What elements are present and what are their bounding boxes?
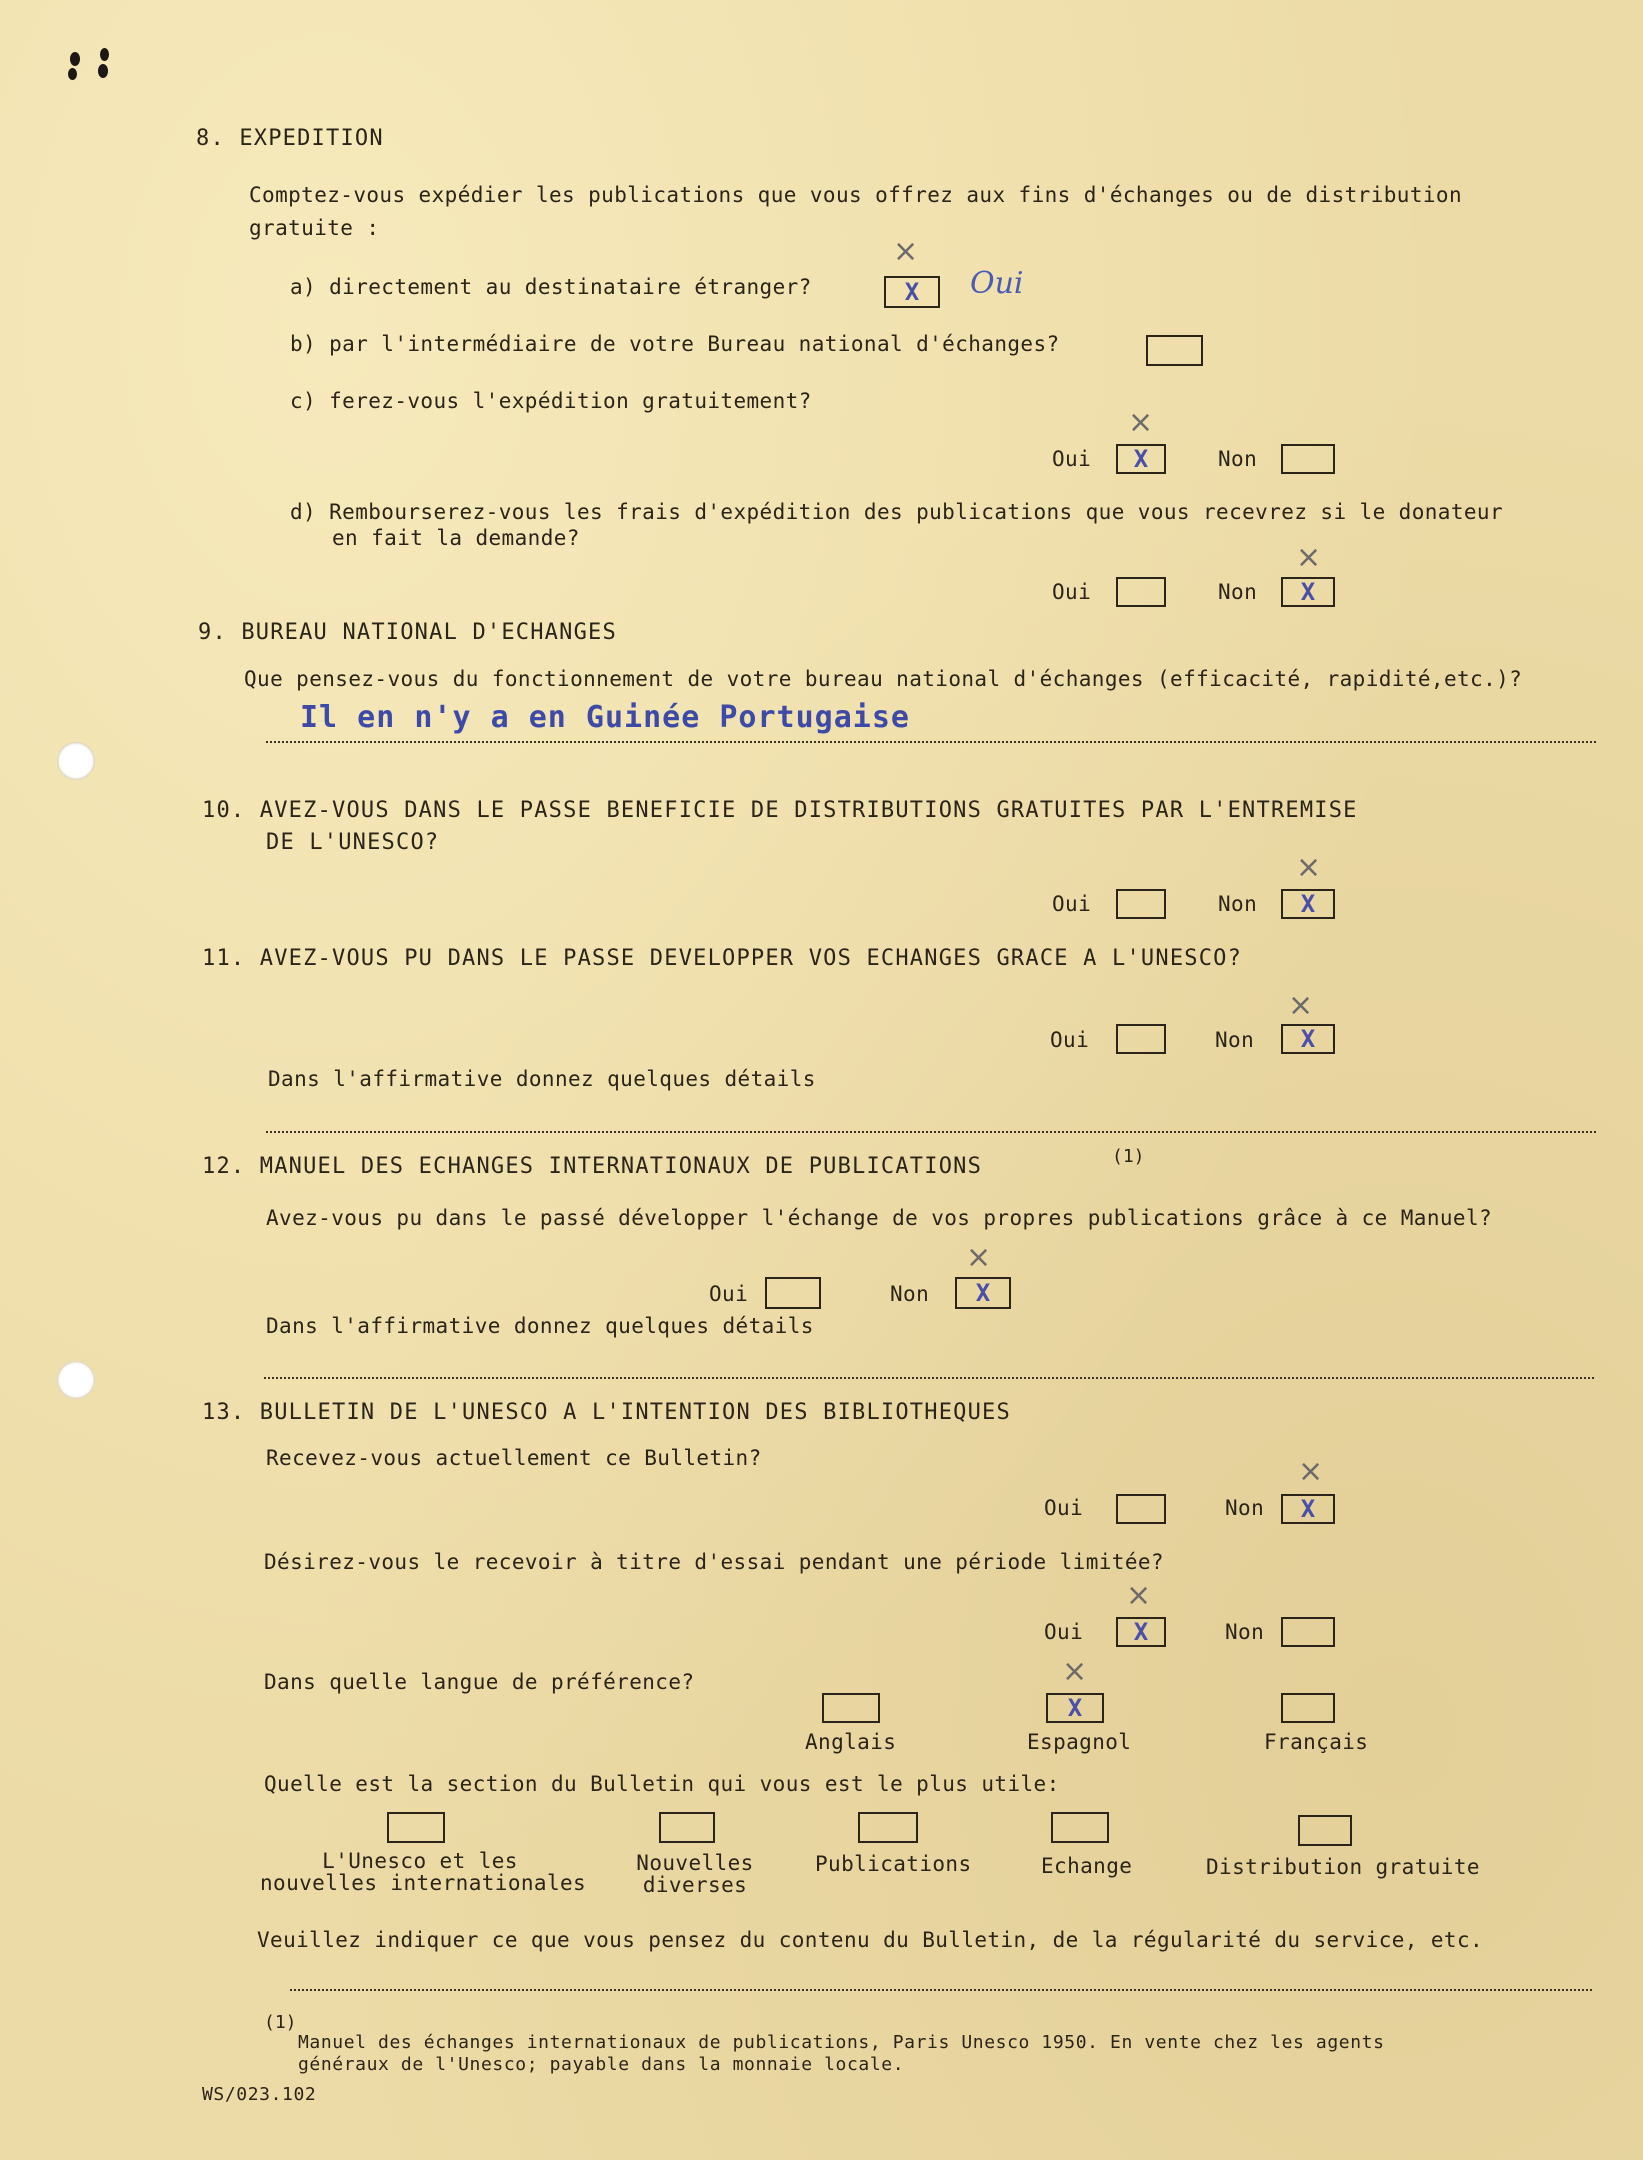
s12-non-checkbox[interactable] [955,1277,1011,1309]
s12-oui-checkbox[interactable] [765,1277,821,1309]
section-publications-checkbox[interactable] [858,1812,918,1843]
footnote-reference: (1) [1112,1146,1145,1167]
s13q1-non-label: Non [1225,1496,1265,1520]
s12-oui-label: Oui [709,1282,749,1306]
answer-line [290,1989,1592,1991]
checkbox-mark: X [1300,890,1316,918]
s13q2-oui-checkbox[interactable] [1116,1617,1166,1647]
s8-question-d-line1: d) Rembourserez-vous les frais d'expédition des publications que vous recevrez si le donateur [290,500,1504,524]
s13q2-non-checkbox[interactable] [1281,1617,1335,1647]
s11-oui-checkbox[interactable] [1116,1024,1166,1054]
s13-question-2: Désirez-vous le recevoir à titre d'essai pendant une période limitée? [264,1550,1164,1574]
s13-question-1: Recevez-vous actuellement ce Bulletin? [266,1446,762,1470]
checkbox-mark: X [1133,445,1149,473]
pen-check-icon: × [1296,540,1322,575]
s8d-oui-label: Oui [1052,580,1092,604]
checkbox-mark: X [1067,1694,1083,1722]
ink-stain [98,64,108,78]
lang-anglais-label: Anglais [805,1730,897,1754]
pen-check-icon: × [1128,405,1154,440]
section-nouvelles-label-line1: Nouvelles [636,1851,754,1875]
s8d-oui-checkbox[interactable] [1116,577,1166,607]
section-publications-label: Publications [815,1852,972,1876]
section-10-title-line1: 10. AVEZ-VOUS DANS LE PASSE BENEFICIE DE DISTRIBUTIONS GRATUITES PAR L'ENTREMISE [202,798,1358,823]
checkbox-mark: X [1300,1495,1316,1523]
s12-non-label: Non [890,1282,930,1306]
lang-francais-label: Français [1264,1730,1369,1754]
pen-check-icon: × [1062,1654,1088,1689]
s8-question-b: b) par l'intermédiaire de votre Bureau national d'échanges? [290,332,1060,356]
footnote-mark: (1) [264,2012,297,2033]
s13q2-oui-label: Oui [1044,1620,1084,1644]
s8a-checkbox[interactable] [884,276,940,308]
s11-non-checkbox[interactable] [1281,1024,1335,1054]
section-unesco-checkbox[interactable] [387,1812,445,1843]
document-reference: WS/023.102 [202,2084,317,2105]
s8c-oui-checkbox[interactable] [1116,444,1166,474]
checkbox-mark: X [1300,578,1316,606]
ink-stain [100,48,109,61]
section-distribution-label: Distribution gratuite [1206,1855,1480,1879]
s12-question: Avez-vous pu dans le passé développer l'échange de vos propres publications grâce à ce Manuel? [266,1206,1493,1230]
section-9-title: 9. BUREAU NATIONAL D'ECHANGES [198,620,617,645]
s11-oui-label: Oui [1050,1028,1090,1052]
answer-line [266,741,1596,743]
answer-line [264,1377,1594,1379]
s8a-handwritten-answer: Oui [970,266,1024,301]
section-10-title-line2: DE L'UNESCO? [266,830,440,855]
s13-question-3: Dans quelle langue de préférence? [264,1670,695,1694]
s9-question: Que pensez-vous du fonctionnement de votre bureau national d'échanges (efficacité, rapidité,etc.)? [244,667,1523,691]
checkbox-mark: X [1133,1618,1149,1646]
s13-question-5: Veuillez indiquer ce que vous pensez du contenu du Bulletin, de la régularité du service, etc. [257,1928,1484,1952]
section-unesco-label-line2: nouvelles internationales [260,1871,587,1895]
checkbox-mark: X [975,1279,991,1307]
punch-hole [57,1361,95,1399]
s9-typed-answer: Il en n'y a en Guinée Portugaise [300,700,910,735]
s8c-non-checkbox[interactable] [1281,444,1335,474]
s13q1-non-checkbox[interactable] [1281,1494,1335,1524]
section-13-title: 13. BULLETIN DE L'UNESCO A L'INTENTION DES BIBLIOTHEQUES [202,1400,1011,1425]
s13q2-non-label: Non [1225,1620,1265,1644]
s8b-checkbox[interactable] [1146,335,1203,366]
section-echange-checkbox[interactable] [1051,1812,1109,1843]
pen-check-icon: × [893,234,919,269]
section-11-title: 11. AVEZ-VOUS PU DANS LE PASSE DEVELOPPER VOS ECHANGES GRACE A L'UNESCO? [202,946,1243,971]
s8d-non-checkbox[interactable] [1281,577,1335,607]
s11-details-label: Dans l'affirmative donnez quelques détails [268,1067,816,1091]
pen-check-icon: × [1298,1454,1324,1489]
lang-espagnol-checkbox[interactable] [1046,1693,1104,1723]
pen-check-icon: × [1288,988,1314,1023]
s10-oui-checkbox[interactable] [1116,889,1166,919]
section-nouvelles-checkbox[interactable] [659,1812,715,1843]
s8c-non-label: Non [1218,447,1258,471]
section-distribution-checkbox[interactable] [1298,1815,1352,1846]
ink-stain [68,68,77,80]
pen-check-icon: × [1296,850,1322,885]
s13q1-oui-checkbox[interactable] [1116,1494,1166,1524]
s8c-oui-label: Oui [1052,447,1092,471]
lang-espagnol-label: Espagnol [1027,1730,1132,1754]
ink-stain [70,52,80,66]
s8-question-d-line2: en fait la demande? [332,526,580,550]
section-nouvelles-label-line2: diverses [642,1873,748,1897]
checkbox-mark: X [904,278,920,306]
section-8-title: 8. EXPEDITION [196,126,384,151]
footnote-line2: généraux de l'Unesco; payable dans la monnaie locale. [298,2054,905,2075]
s8-intro-line1: Comptez-vous expédier les publications que vous offrez aux fins d'échanges ou de distribution [249,183,1463,207]
checkbox-mark: X [1300,1025,1316,1053]
lang-anglais-checkbox[interactable] [822,1693,880,1723]
s8d-non-label: Non [1218,580,1258,604]
s13-question-4: Quelle est la section du Bulletin qui vous est le plus utile: [264,1772,1060,1796]
lang-francais-checkbox[interactable] [1281,1693,1335,1723]
footnote-line1: Manuel des échanges internationaux de publications, Paris Unesco 1950. En vente chez les agents [298,2032,1385,2053]
punch-hole [57,742,95,780]
s8-question-a: a) directement au destinataire étranger? [290,275,812,299]
section-echange-label: Echange [1041,1854,1133,1878]
s8-intro-line2: gratuite : [249,216,380,240]
s8-question-c: c) ferez-vous l'expédition gratuitement? [290,389,812,413]
pen-check-icon: × [966,1240,992,1275]
pen-check-icon: × [1126,1578,1152,1613]
answer-line [266,1131,1596,1133]
s13q1-oui-label: Oui [1044,1496,1084,1520]
section-unesco-label-line1: L'Unesco et les [322,1849,518,1873]
s10-non-label: Non [1218,892,1258,916]
s10-non-checkbox[interactable] [1281,889,1335,919]
section-12-title: 12. MANUEL DES ECHANGES INTERNATIONAUX DE PUBLICATIONS [202,1154,983,1179]
s12-details-label: Dans l'affirmative donnez quelques détails [266,1314,814,1338]
s10-oui-label: Oui [1052,892,1092,916]
s11-non-label: Non [1215,1028,1255,1052]
